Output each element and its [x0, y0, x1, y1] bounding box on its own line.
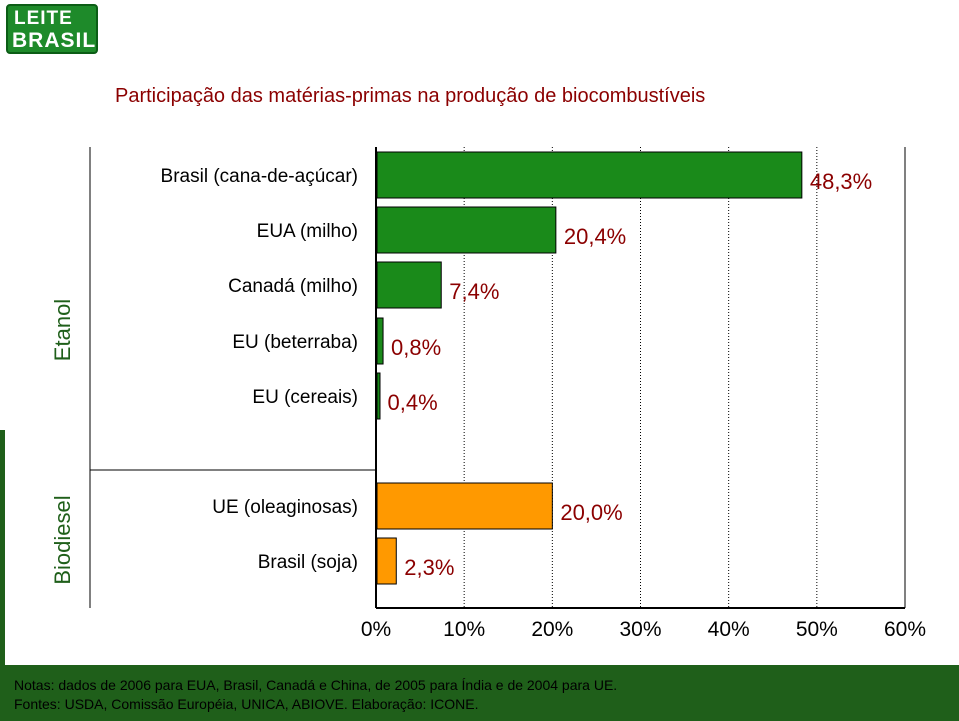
x-tick-label: 0% [360, 618, 392, 641]
bar [377, 373, 380, 419]
data-label: 2,3% [404, 555, 455, 580]
bar [377, 207, 556, 253]
group-label: Biodiesel [50, 495, 75, 585]
note-line-1: Notas: dados de 2006 para EUA, Brasil, Canadá e China, de 2005 para Índia e de 2004 para UE. [14, 677, 618, 693]
logo-line1: LEITE [14, 8, 73, 29]
category-label: EU (beterraba) [232, 332, 358, 353]
bar [377, 152, 802, 198]
data-label: 48,3% [809, 169, 873, 194]
group-label: Etanol [50, 298, 75, 362]
x-tick-label: 10% [443, 618, 486, 641]
bar [377, 538, 396, 584]
x-tick-label: 60% [883, 618, 927, 641]
data-label: 0,4% [387, 390, 438, 415]
category-label: UE (oleaginosas) [212, 497, 358, 518]
logo-line2: BRASIL [12, 29, 97, 52]
data-label: 0,8% [391, 335, 442, 360]
chart-title: Participação das matérias-primas na produção de biocombustíveis [115, 85, 706, 107]
data-label: 7,4% [449, 279, 500, 304]
category-label: EU (cereais) [252, 387, 358, 408]
bar [377, 483, 552, 529]
category-label: Brasil (cana-de-açúcar) [160, 166, 358, 187]
category-label: EUA (milho) [256, 221, 358, 242]
x-tick-label: 40% [707, 618, 750, 641]
bar [377, 262, 441, 308]
note-line-2: Fontes: USDA, Comissão Européia, UNICA, ABIOVE. Elaboração: ICONE. [14, 696, 479, 712]
x-tick-label: 30% [619, 618, 662, 641]
category-label: Brasil (soja) [257, 552, 358, 573]
x-tick-label: 20% [531, 618, 574, 641]
notes [14, 676, 617, 714]
data-label: 20,4% [563, 224, 627, 249]
x-tick-label: 50% [795, 618, 838, 641]
bar [377, 318, 383, 364]
category-label: Canadá (milho) [228, 276, 358, 297]
data-label: 20,0% [560, 500, 623, 525]
